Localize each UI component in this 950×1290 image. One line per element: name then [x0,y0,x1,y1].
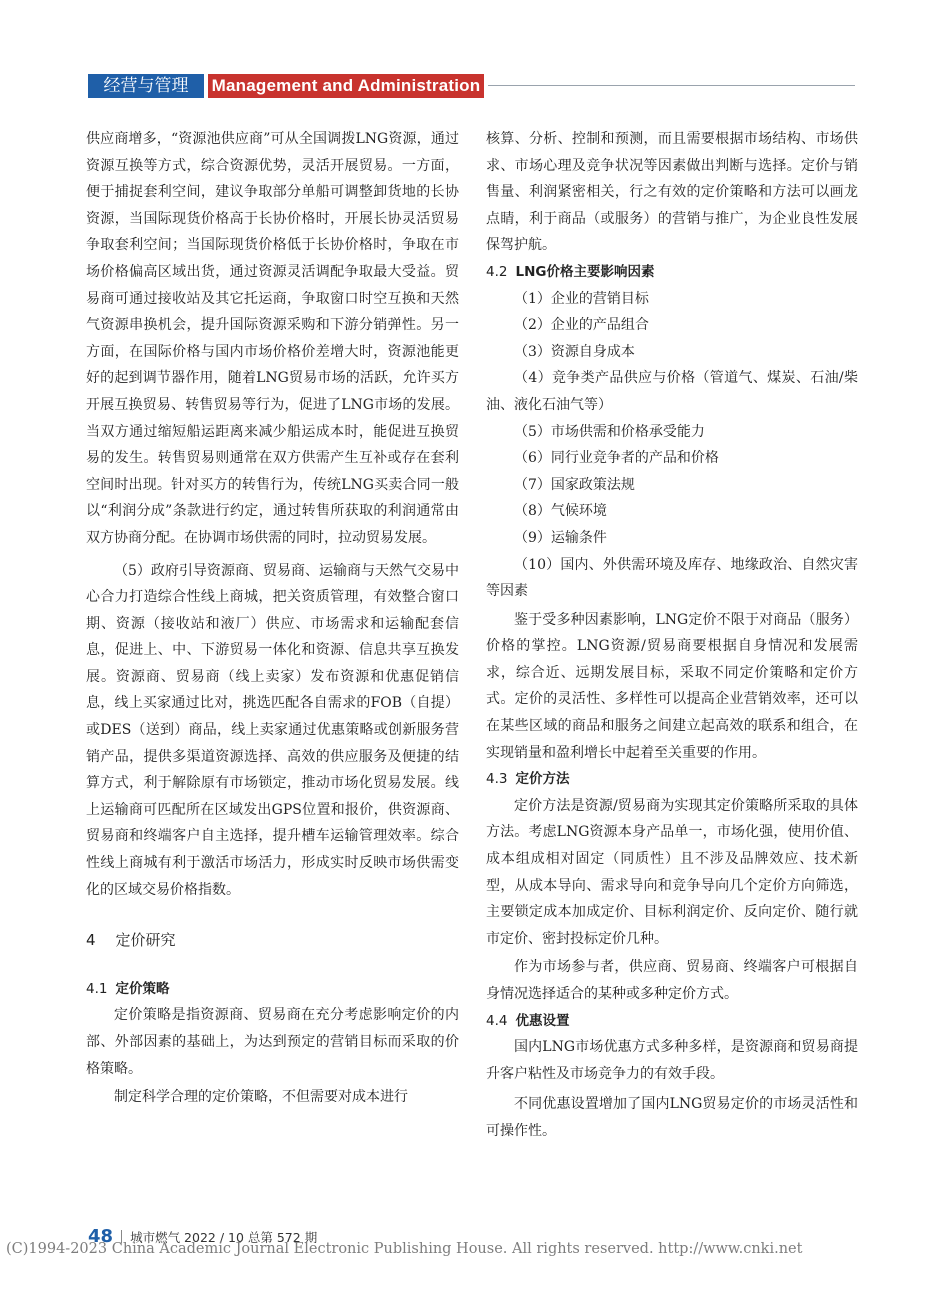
paragraph: 供应商增多，“资源池供应商”可从全国调拨LNG资源，通过资源互换等方式，综合资源优势，灵活开展贸易。一方面，便于捕捉套利空间，建议争取部分单船可调整卸货地的长协资源，当国际现货价格高于长协价格时，开展长协灵活贸易争取套利空间；当国际现货价格低于长协价格时，争取在市场价格偏高区域出货，通过资源灵活调配争取最大受益。贸易商可通过接收站及其它托运商，争取窗口时空互换和天然气资源串换机会，提升国际资源采购和下游分销弹性。另一方面，在国际价格与国内市场价格价差增大时，资源池能更好的起到调节器作用，随着LNG贸易市场的活跃，允许买方开展互换贸易、转售贸易等行为，促进了LNG市场的发展。当双方通过缩短船运距离来减少船运成本时，能促进互换贸易的发生。转售贸易则通常在双方供需产生互补或存在套利空间时出现。针对买方的转售行为，传统LNG买卖合同一般以“利润分成”条款进行约定，通过转售所获取的利润通常由双方协商分配。在协调市场供需的同时，拉动贸易发展。 [86,131,459,546]
subsection-title: LNG价格主要影响因素 [515,263,655,280]
section-heading-4 [86,927,459,954]
subsection-number: 4.4 [486,1012,508,1029]
copyright-notice: (C)1994-2023 China Academic Journal Electronic Publishing House. All rights reserved. http://www.cnki.net [6,1241,803,1257]
subsection-number: 4.2 [486,263,508,280]
list-item: （10）国内、外供需环境及库存、地缘政治、自然灾害等因素 [486,556,858,600]
header-english-title: Management and Administration [208,74,484,98]
page-number: 48 [88,1226,114,1247]
running-header [88,74,855,98]
right-column [486,126,858,1145]
paragraph: 定价策略是指资源商、贸易商在充分考虑影响定价的内部、外部因素的基础上，为达到预定的营销目标而采取的价格策略。 [86,1007,459,1077]
list-item: （5）市场供需和价格承受能力 [514,423,705,440]
list-item: （4）竞争类产品供应与价格（管道气、煤炭、石油/柴油、液化石油气等） [486,370,858,413]
list-item: （8）气候环境 [514,503,607,520]
paragraph: 定价方法是资源/贸易商为实现其定价策略所采取的具体方法。考虑LNG资源本身产品单一，市场化强，使用价值、成本组成相对固定（同质性）且不涉及品牌效应、技术新型，从成本导向、需求导向和竞争导向几个定价方向筛选，主要锁定成本加成定价、目标利润定价、反向定价、随行就市定价、密封投标定价几种。 [486,797,858,947]
subsection-title: 定价策略 [115,980,170,997]
paragraph: 鉴于受多种因素影响，LNG定价不限于对商品（服务）价格的掌控。LNG资源/贸易商要根据自身情况和发展需求，综合近、远期发展目标，采取不同定价策略和定价方式。定价的灵活性、多样性可以提高企业营销效率，还可以在某些区域的商品和服务之间建立起高效的联系和组合，在实现销量和盈利增长中起着至关重要的作用。 [486,611,858,761]
subsection-number: 4.3 [486,771,508,788]
paragraph: 不同优惠设置增加了国内LNG贸易定价的市场灵活性和可操作性。 [486,1096,858,1139]
list-item: （9）运输条件 [514,529,607,546]
section-number: 4 [86,931,96,950]
section-title: 定价研究 [115,931,176,950]
paragraph: 制定科学合理的定价策略，不但需要对成本进行 [114,1089,408,1106]
subsection-heading-4-4 [486,1008,858,1035]
left-column [86,126,459,1111]
subsection-heading-4-1 [86,976,459,1003]
list-item: （6）同行业竞争者的产品和价格 [514,450,719,467]
header-chinese-title: 经营与管理 [88,74,204,98]
subsection-heading-4-2 [486,259,858,286]
subsection-title: 定价方法 [515,771,570,788]
list-item: （7）国家政策法规 [514,476,635,493]
journal-info: 城市燃气 2022 / 10 总第 572 期 [130,1230,318,1245]
paragraph: 核算、分析、控制和预测，而且需要根据市场结构、市场供求、市场心理及竞争状况等因素做出判断与选择。定价与销售量、利润紧密相关，行之有效的定价策略和方法可以画龙点睛，利于商品（或服务）的营销与推广，为企业良性发展保驾护航。 [486,131,858,254]
subsection-number: 4.1 [86,980,108,997]
subsection-title: 优惠设置 [515,1012,570,1029]
paragraph: （5）政府引导资源商、贸易商、运输商与天然气交易中心合力打造综合性线上商城，把关资质管理，有效整合窗口期、资源（接收站和液厂）供应、市场需求和运输配套信息，促进上、中、下游贸易一体化和资源、信息共享互换发展。资源商、贸易商（线上卖家）发布资源和优惠促销信息，线上买家通过比对，挑选匹配各自需求的FOB（自提）或DES（送到）商品，线上卖家通过优惠策略或创新服务营销产品，提供多渠道资源选择、高效的供应服务及便捷的结算方式，利于解除原有市场锁定，推动市场化贸易发展。线上运输商可匹配所在区域发出GPS位置和报价，供资源商、贸易商和终端客户自主选择，提升槽车运输管理效率。综合性线上商城有利于激活市场活力，形成实时反映市场供需变化的区域交易价格指数。 [86,562,459,898]
paragraph: 国内LNG市场优惠方式多种多样，是资源商和贸易商提升客户粘性及市场竞争力的有效手段。 [486,1039,858,1082]
list-item: （1）企业的营销目标 [514,290,649,307]
paragraph: 作为市场参与者，供应商、贸易商、终端客户可根据自身情况选择适合的某种或多种定价方式。 [486,959,858,1002]
list-item: （2）企业的产品组合 [514,317,649,334]
header-rule [488,85,855,86]
list-item: （3）资源自身成本 [514,343,635,360]
subsection-heading-4-3 [486,766,858,793]
